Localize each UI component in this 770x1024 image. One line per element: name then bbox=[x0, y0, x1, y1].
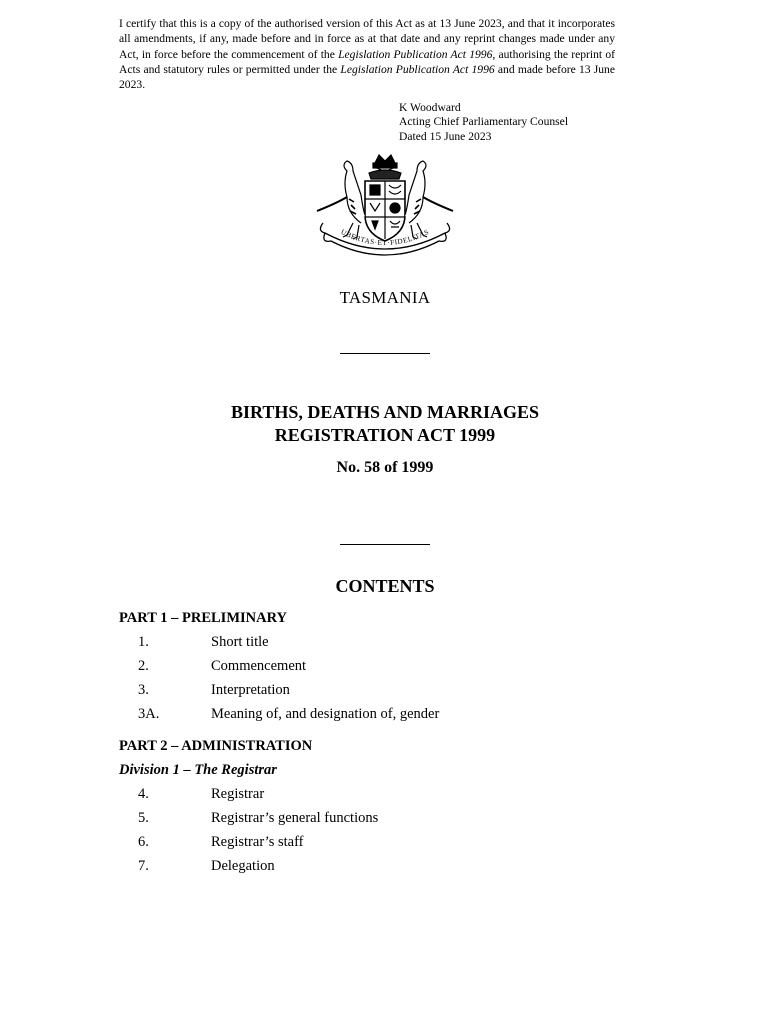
toc-entry-number: 7. bbox=[138, 858, 149, 874]
toc-entry-title: Interpretation bbox=[211, 682, 290, 698]
toc-division-1-heading[interactable]: Division 1 – The Registrar bbox=[119, 762, 277, 778]
section-gap bbox=[119, 728, 639, 736]
signature-block bbox=[399, 101, 568, 144]
toc-entry-number: 5. bbox=[138, 810, 149, 826]
jurisdiction-heading: TASMANIA bbox=[339, 288, 431, 307]
toc-entry[interactable] bbox=[119, 856, 639, 880]
toc-entry-title: Commencement bbox=[211, 658, 307, 674]
contents-heading: CONTENTS bbox=[335, 576, 435, 596]
certification-act-reference-2: Legislation Publication Act 1996 bbox=[340, 62, 495, 76]
toc-entry-title: Delegation bbox=[211, 858, 275, 874]
toc-entry[interactable] bbox=[119, 680, 639, 704]
signatory-name: K Woodward bbox=[399, 101, 461, 114]
signatory-position: Acting Chief Parliamentary Counsel bbox=[399, 115, 569, 129]
certification-statement bbox=[119, 16, 615, 92]
signature-date: Dated 15 June 2023 bbox=[399, 129, 492, 143]
toc-entry-number: 2. bbox=[138, 658, 149, 674]
divider-rule bbox=[340, 544, 430, 545]
toc-entry-number: 6. bbox=[138, 834, 149, 850]
toc-entry-title: Meaning of, and designation of, gender bbox=[211, 706, 440, 722]
tasmania-coat-of-arms-icon bbox=[313, 153, 457, 259]
toc-entry[interactable] bbox=[119, 656, 639, 680]
crest-motto: UBERTAS·ET·FIDELITAS bbox=[339, 227, 431, 248]
toc-entry[interactable] bbox=[119, 784, 639, 808]
toc-entry-number: 3. bbox=[138, 682, 149, 698]
certification-text-3: and made before 13 June 2023. bbox=[119, 62, 615, 92]
toc-entry-number: 3A. bbox=[138, 706, 160, 722]
act-title bbox=[0, 401, 770, 447]
certification-text-1: I certify that this is a copy of the authorised version of this Act as at 13 June 2023, and that it incorporates all amendments, if any, made before and in force as at that date and any reprint changes made under any Act, in force before the commencement of the bbox=[119, 17, 615, 61]
table-of-contents bbox=[119, 608, 639, 880]
toc-entry-title: Registrar bbox=[211, 786, 265, 802]
toc-entry-title: Registrar’s staff bbox=[211, 834, 304, 850]
toc-entry-number: 4. bbox=[138, 786, 149, 802]
act-title-line-2: REGISTRATION ACT 1999 bbox=[274, 425, 496, 445]
act-title-line-1: BIRTHS, DEATHS AND MARRIAGES bbox=[230, 402, 540, 422]
toc-part-2-heading[interactable]: PART 2 – ADMINISTRATION bbox=[119, 738, 313, 754]
toc-entry[interactable] bbox=[119, 632, 639, 656]
toc-part-1-heading[interactable]: PART 1 – PRELIMINARY bbox=[119, 610, 288, 626]
toc-entry[interactable] bbox=[119, 808, 639, 832]
toc-entry[interactable] bbox=[119, 704, 639, 728]
toc-entry-title: Registrar’s general functions bbox=[211, 810, 379, 826]
certification-act-reference-1: Legislation Publication Act 1996 bbox=[338, 47, 493, 61]
act-number: No. 58 of 1999 bbox=[336, 459, 434, 476]
divider-rule bbox=[340, 353, 430, 354]
certification-text-2: , authorising the reprint of Acts and statutory rules or permitted under the bbox=[119, 47, 615, 76]
toc-entry-number: 1. bbox=[138, 634, 149, 650]
toc-entry-title: Short title bbox=[211, 634, 269, 650]
toc-entry[interactable] bbox=[119, 832, 639, 856]
